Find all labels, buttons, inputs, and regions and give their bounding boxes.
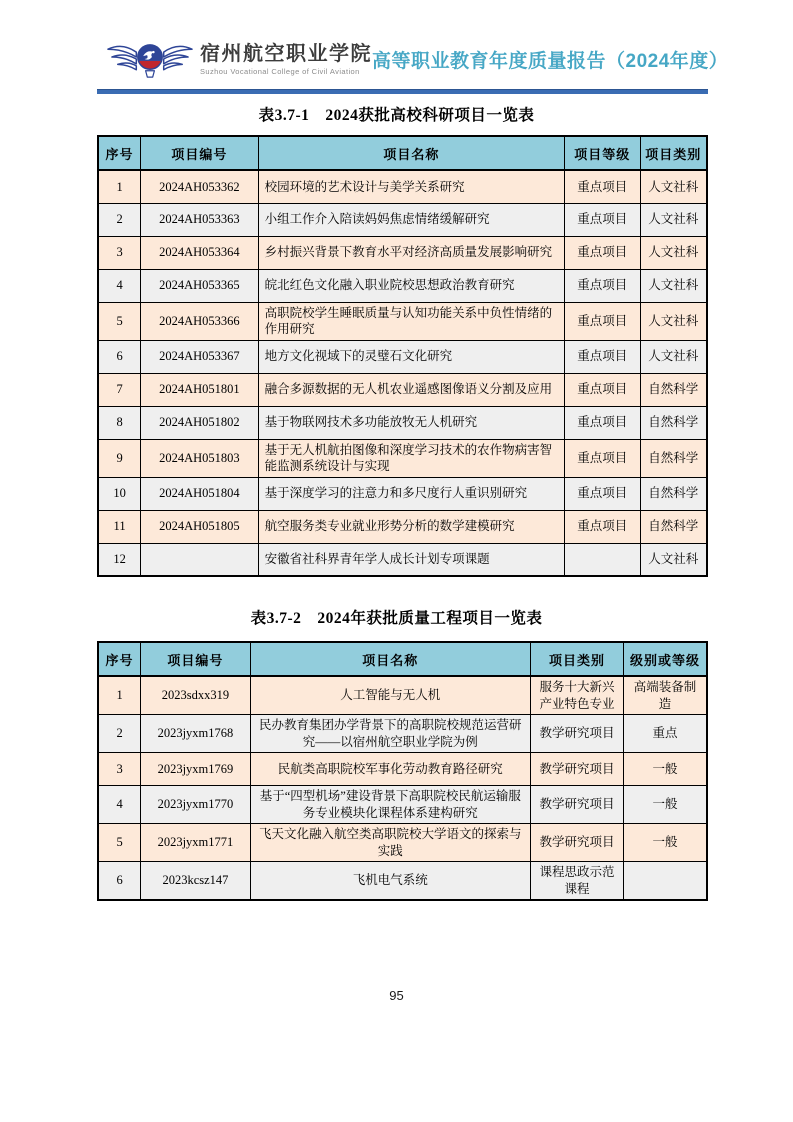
table-cell: 2024AH053367 [141, 340, 259, 373]
table-cell: 7 [98, 373, 141, 406]
table-cell: 一般 [624, 753, 707, 786]
table-cell: 基于无人机航拍图像和深度学习技术的农作物病害智能监测系统设计与实现 [258, 439, 564, 477]
school-name-cn: 宿州航空职业学院 [200, 42, 372, 65]
page-number: 95 [389, 988, 404, 1003]
table-cell [141, 543, 259, 576]
table-cell: 人工智能与无人机 [250, 676, 530, 715]
table-cell: 重点 [624, 715, 707, 753]
table-cell: 飞天文化融入航空类高职院校大学语文的探索与实践 [250, 824, 530, 862]
table-cell: 教学研究项目 [530, 715, 623, 753]
table-cell: 融合多源数据的无人机农业遥感图像语义分割及应用 [258, 373, 564, 406]
table-cell: 重点项目 [564, 302, 640, 340]
table-cell: 2024AH053366 [141, 302, 259, 340]
table-row [98, 170, 707, 203]
table-cell: 重点项目 [564, 439, 640, 477]
table-cell: 12 [98, 543, 141, 576]
column-header: 级别或等级 [624, 642, 707, 676]
research-projects-table [97, 135, 708, 577]
table-cell: 重点项目 [564, 510, 640, 543]
school-name-block [200, 43, 372, 76]
table-cell: 10 [98, 477, 141, 510]
table-cell: 自然科学 [640, 373, 707, 406]
table-cell: 6 [98, 862, 141, 901]
table-cell: 2024AH053365 [141, 269, 259, 302]
table-cell: 基于深度学习的注意力和多尺度行人重识别研究 [258, 477, 564, 510]
table-cell: 1 [98, 676, 141, 715]
table-header-row [98, 642, 707, 676]
table-cell: 人文社科 [640, 236, 707, 269]
page-header [0, 0, 793, 84]
column-header: 项目类别 [530, 642, 623, 676]
report-title: 高等职业教育年度质量报告（2024年度） [372, 50, 729, 72]
table-cell [564, 543, 640, 576]
table-cell: 航空服务类专业就业形势分析的数学建模研究 [258, 510, 564, 543]
table-row [98, 203, 707, 236]
table-cell: 人文社科 [640, 302, 707, 340]
table-cell: 3 [98, 236, 141, 269]
table-row [98, 786, 707, 824]
table-cell: 2023jyxm1768 [141, 715, 251, 753]
table-cell: 乡村振兴背景下教育水平对经济高质量发展影响研究 [258, 236, 564, 269]
table-cell: 人文社科 [640, 203, 707, 236]
table-row [98, 269, 707, 302]
quality-projects-table [97, 641, 708, 901]
table-cell: 2024AH053364 [141, 236, 259, 269]
header-divider [97, 89, 708, 94]
table-cell: 2023kcsz147 [141, 862, 251, 901]
table-cell: 2024AH051803 [141, 439, 259, 477]
table-row [98, 862, 707, 901]
table-cell: 9 [98, 439, 141, 477]
table-row [98, 477, 707, 510]
table-cell: 4 [98, 786, 141, 824]
table-row [98, 406, 707, 439]
table-row [98, 340, 707, 373]
school-name-en: Suzhou Vocational College of Civil Aviation [200, 66, 360, 76]
table-cell [624, 862, 707, 901]
table-cell: 重点项目 [564, 269, 640, 302]
table-cell: 3 [98, 753, 141, 786]
column-header: 项目名称 [250, 642, 530, 676]
table-cell: 基于“四型机场”建设背景下高职院校民航运输服务专业模块化课程体系建构研究 [250, 786, 530, 824]
table-row [98, 439, 707, 477]
table-cell: 服务十大新兴产业特色专业 [530, 676, 623, 715]
table-cell: 民航类高职院校军事化劳动教育路径研究 [250, 753, 530, 786]
table-cell: 校园环境的艺术设计与美学关系研究 [258, 170, 564, 203]
table-cell: 人文社科 [640, 543, 707, 576]
table-cell: 重点项目 [564, 340, 640, 373]
table-cell: 重点项目 [564, 406, 640, 439]
table-cell: 自然科学 [640, 510, 707, 543]
column-header: 项目编号 [141, 642, 251, 676]
table-cell: 高端装备制造 [624, 676, 707, 715]
column-header: 序号 [98, 136, 141, 170]
table-cell: 2023sdxx319 [141, 676, 251, 715]
table-cell: 重点项目 [564, 477, 640, 510]
table-cell: 2 [98, 715, 141, 753]
table-cell: 地方文化视域下的灵璧石文化研究 [258, 340, 564, 373]
table-cell: 基于物联网技术多功能放牧无人机研究 [258, 406, 564, 439]
table-cell: 安徽省社科界青年学人成长计划专项课题 [258, 543, 564, 576]
table-cell: 8 [98, 406, 141, 439]
school-logo [106, 34, 372, 84]
column-header: 项目类别 [640, 136, 707, 170]
table-cell: 2024AH053362 [141, 170, 259, 203]
table-cell: 民办教育集团办学背景下的高职院校规范运营研究——以宿州航空职业学院为例 [250, 715, 530, 753]
column-header: 项目编号 [141, 136, 259, 170]
table-cell: 重点项目 [564, 170, 640, 203]
table-cell: 教学研究项目 [530, 753, 623, 786]
column-header: 项目等级 [564, 136, 640, 170]
table-cell: 人文社科 [640, 269, 707, 302]
table-cell: 课程思政示范课程 [530, 862, 623, 901]
table-cell: 2024AH051805 [141, 510, 259, 543]
table-cell: 皖北红色文化融入职业院校思想政治教育研究 [258, 269, 564, 302]
table-cell: 人文社科 [640, 340, 707, 373]
school-emblem-icon [106, 34, 194, 84]
table-cell: 重点项目 [564, 236, 640, 269]
table-row [98, 715, 707, 753]
table-cell: 自然科学 [640, 406, 707, 439]
table-row [98, 302, 707, 340]
table-cell: 11 [98, 510, 141, 543]
table-header-row [98, 136, 707, 170]
table2-title: 表3.7-2 2024年获批质量工程项目一览表 [250, 610, 543, 627]
column-header: 项目名称 [258, 136, 564, 170]
table-cell: 5 [98, 824, 141, 862]
table-row [98, 373, 707, 406]
table-row [98, 510, 707, 543]
table-cell: 1 [98, 170, 141, 203]
table-cell: 小组工作介入陪读妈妈焦虑情绪缓解研究 [258, 203, 564, 236]
table-cell: 2024AH051802 [141, 406, 259, 439]
table-cell: 自然科学 [640, 439, 707, 477]
table-cell: 重点项目 [564, 203, 640, 236]
table-cell: 飞机电气系统 [250, 862, 530, 901]
table-row [98, 236, 707, 269]
table1-title: 表3.7-1 2024获批高校科研项目一览表 [258, 107, 535, 124]
table-cell: 2024AH051801 [141, 373, 259, 406]
table-cell: 4 [98, 269, 141, 302]
table-cell: 5 [98, 302, 141, 340]
table-cell: 2023jyxm1770 [141, 786, 251, 824]
table-row [98, 543, 707, 576]
table-cell: 高职院校学生睡眠质量与认知功能关系中负性情绪的作用研究 [258, 302, 564, 340]
table-cell: 自然科学 [640, 477, 707, 510]
column-header: 序号 [98, 642, 141, 676]
table-row [98, 753, 707, 786]
table-cell: 重点项目 [564, 373, 640, 406]
table-row [98, 824, 707, 862]
table-cell: 2 [98, 203, 141, 236]
table-cell: 教学研究项目 [530, 786, 623, 824]
table-cell: 教学研究项目 [530, 824, 623, 862]
table-cell: 一般 [624, 824, 707, 862]
table-cell: 6 [98, 340, 141, 373]
table-cell: 人文社科 [640, 170, 707, 203]
table-cell: 2024AH051804 [141, 477, 259, 510]
table-cell: 2023jyxm1769 [141, 753, 251, 786]
table-cell: 一般 [624, 786, 707, 824]
table-row [98, 676, 707, 715]
table-cell: 2024AH053363 [141, 203, 259, 236]
table-cell: 2023jyxm1771 [141, 824, 251, 862]
